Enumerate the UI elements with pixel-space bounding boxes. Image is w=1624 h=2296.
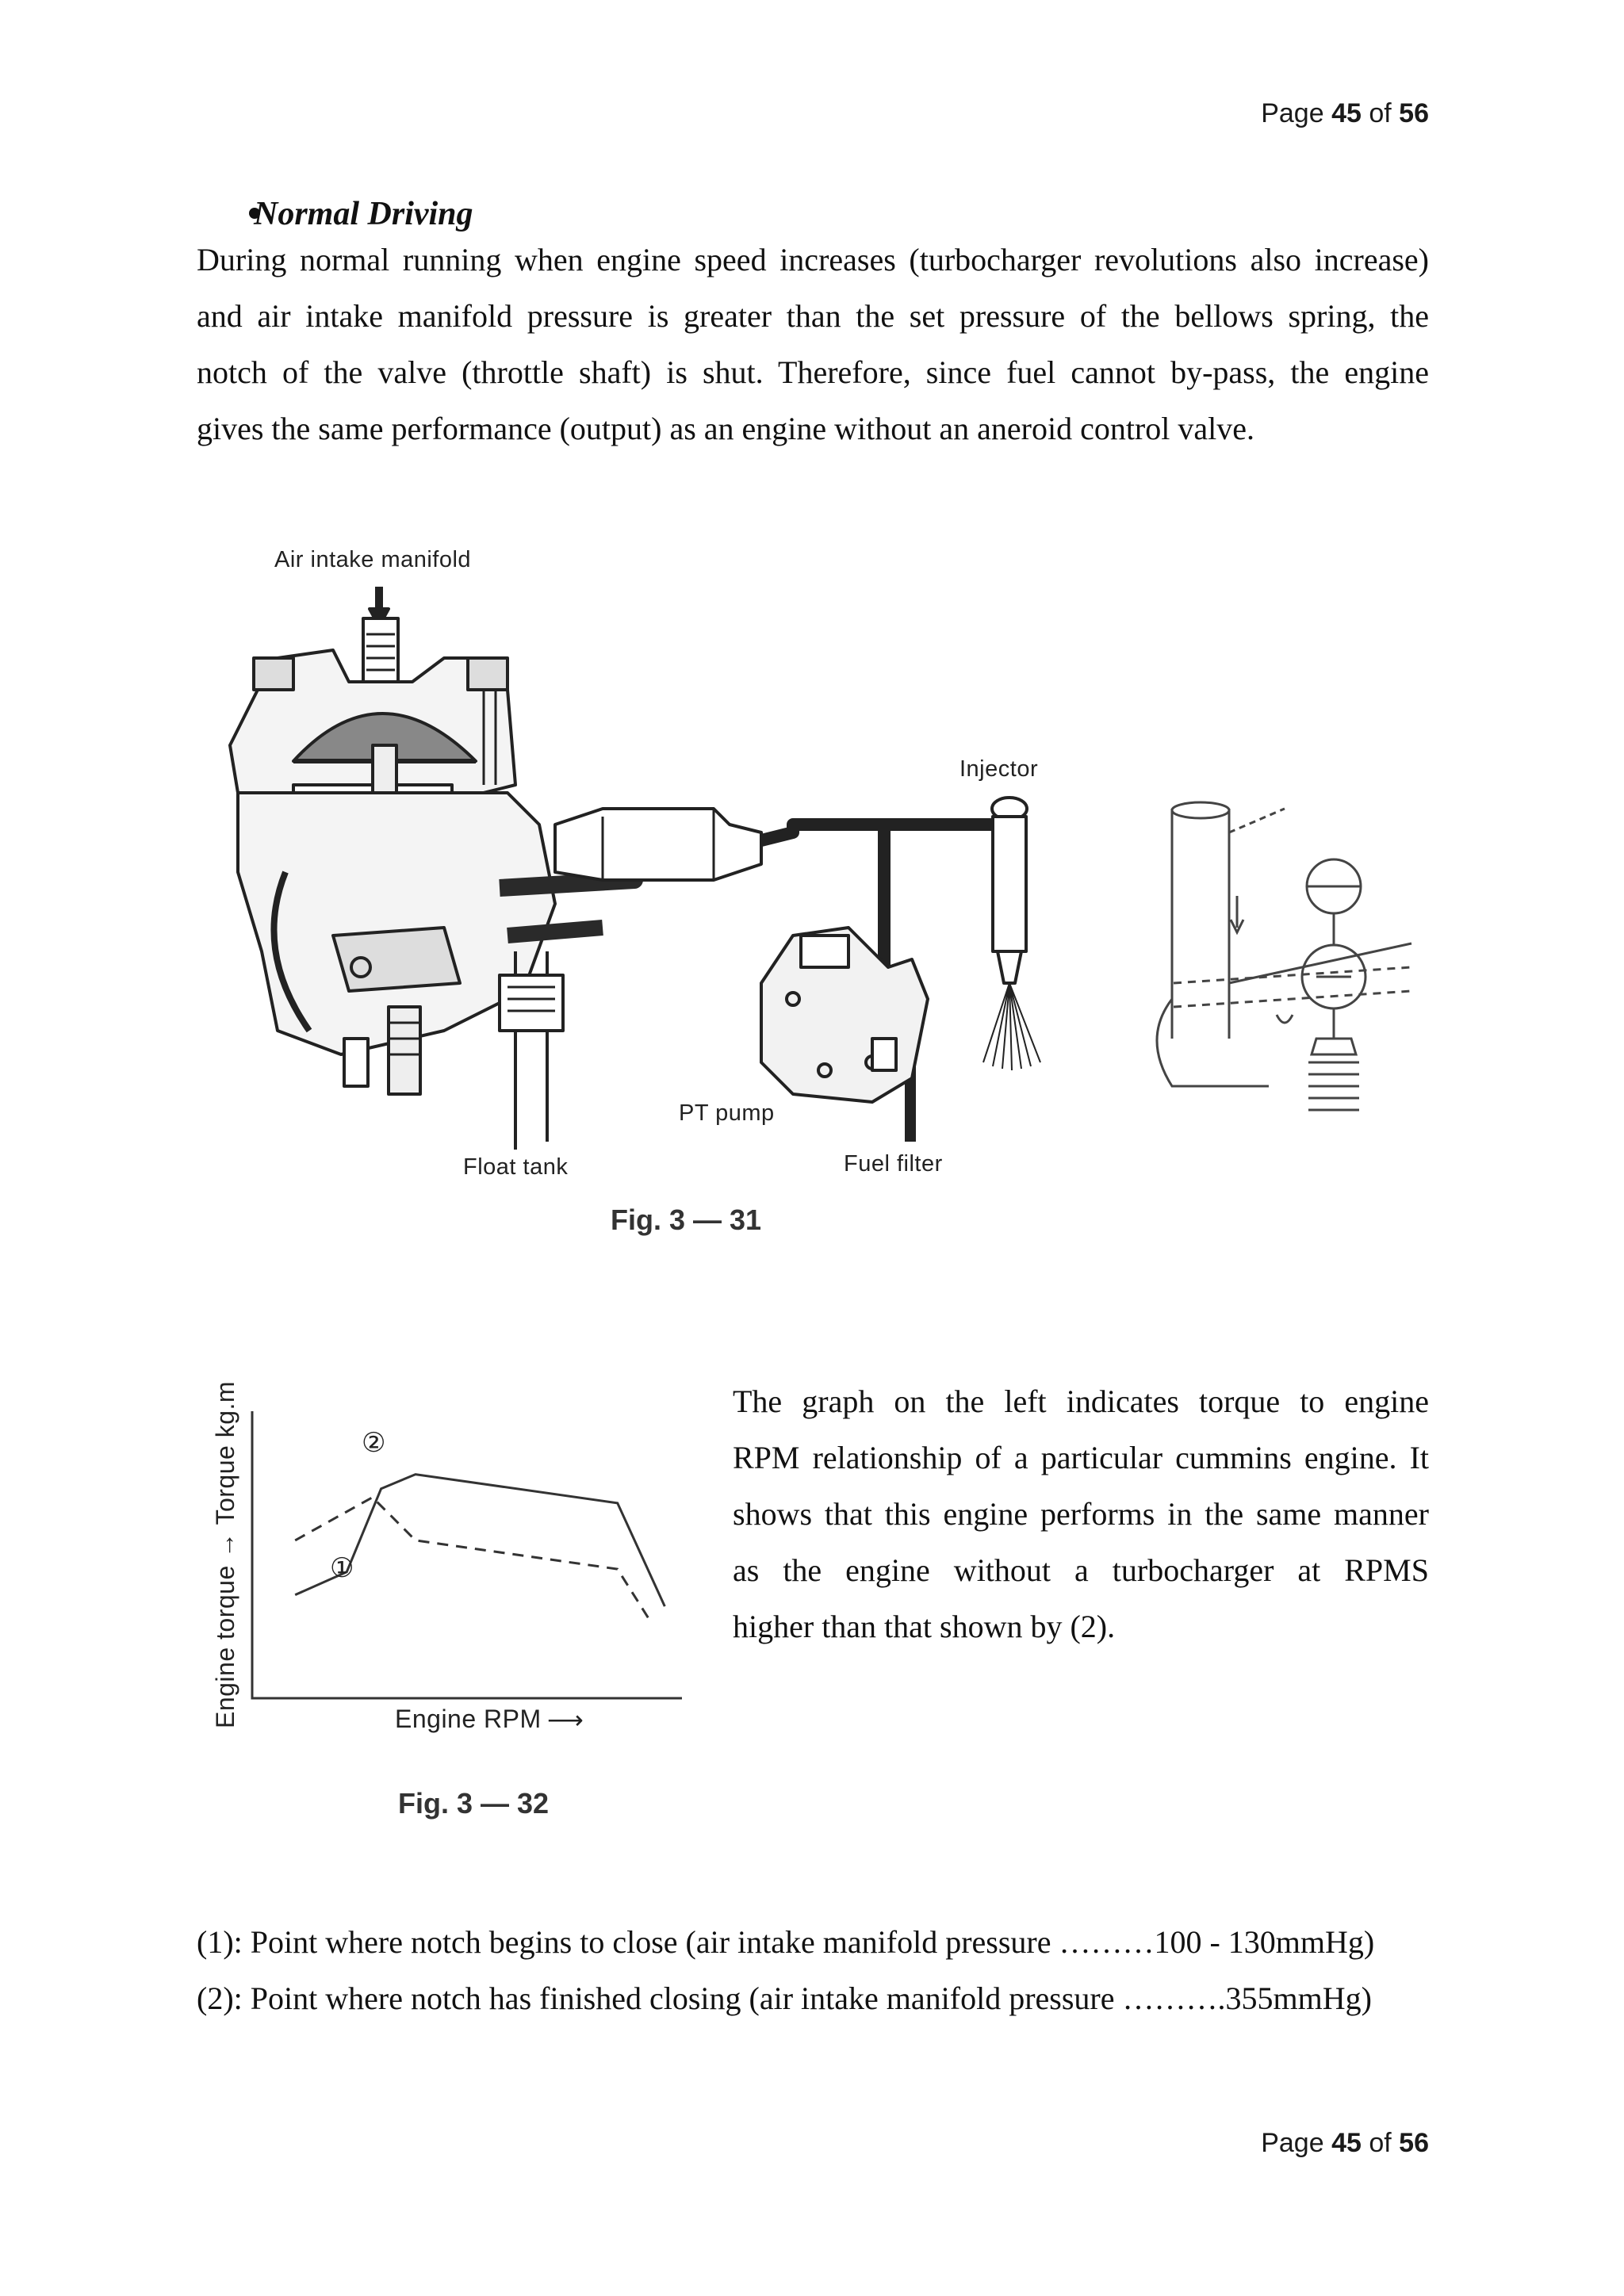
label-float-tank: Float tank — [463, 1154, 569, 1180]
figure2-caption: Fig. 3 — 32 — [398, 1787, 550, 1820]
label-air-intake: Air intake manifold — [274, 547, 472, 572]
page-total: 56 — [1399, 98, 1429, 128]
side-line: as the engine without a turbocharger at RPMS — [733, 1552, 1429, 1588]
side-line: The graph on the left indicates torque to engine — [733, 1383, 1429, 1419]
chart-explanation — [733, 1373, 1429, 1655]
page-current: 45 — [1331, 98, 1362, 128]
body-line: During normal running when engine speed increases (turbocharger revolutions also increase) — [197, 242, 1429, 277]
body-line: and air intake manifold pressure is greater than the set pressure of the bellows spring, the — [197, 298, 1429, 334]
chart-xlabel: Engine RPM — [395, 1705, 542, 1733]
page-of: of — [1369, 2128, 1392, 2158]
chart-axes — [252, 1411, 682, 1698]
body-line: notch of the valve (throttle shaft) is shut. Therefore, since fuel cannot by-pass, the engine — [197, 354, 1429, 390]
chart-xlabel-arrow-icon: ⟶ — [547, 1705, 584, 1734]
page-number-bottom — [1261, 2128, 1429, 2159]
page-total: 56 — [1399, 2128, 1429, 2158]
note-point-2: (2): Point where notch has finished closing (air intake manifold pressure ……….355mmHg) — [197, 1980, 1372, 2016]
point-label-2: ② — [362, 1428, 386, 1458]
side-line: shows that this engine performs in the same manner — [733, 1496, 1429, 1532]
side-line: RPM relationship of a particular cummins engine. It — [733, 1440, 1429, 1475]
chart-ylabel: Engine torque → Torque kg.m — [211, 1380, 239, 1728]
page-current: 45 — [1331, 2128, 1362, 2158]
page-prefix: Page — [1261, 2128, 1324, 2158]
label-injector: Injector — [959, 756, 1039, 782]
figure1-caption: Fig. 3 — 31 — [611, 1203, 762, 1236]
body-line: gives the same performance (output) as an engine without an aneroid control valve. — [197, 411, 1254, 446]
label-pt-pump: PT pump — [679, 1100, 775, 1126]
side-line: higher than that shown by (2). — [733, 1609, 1116, 1644]
point-label-1: ① — [330, 1553, 354, 1583]
label-fuel-filter: Fuel filter — [844, 1151, 943, 1177]
torque-series-1 — [295, 1475, 665, 1607]
section-heading: Normal Driving — [254, 196, 473, 232]
page-of: of — [1369, 98, 1392, 128]
page-prefix: Page — [1261, 98, 1324, 128]
note-point-1: (1): Point where notch begins to close (air intake manifold pressure ………100 - 130mmHg) — [197, 1924, 1375, 1960]
